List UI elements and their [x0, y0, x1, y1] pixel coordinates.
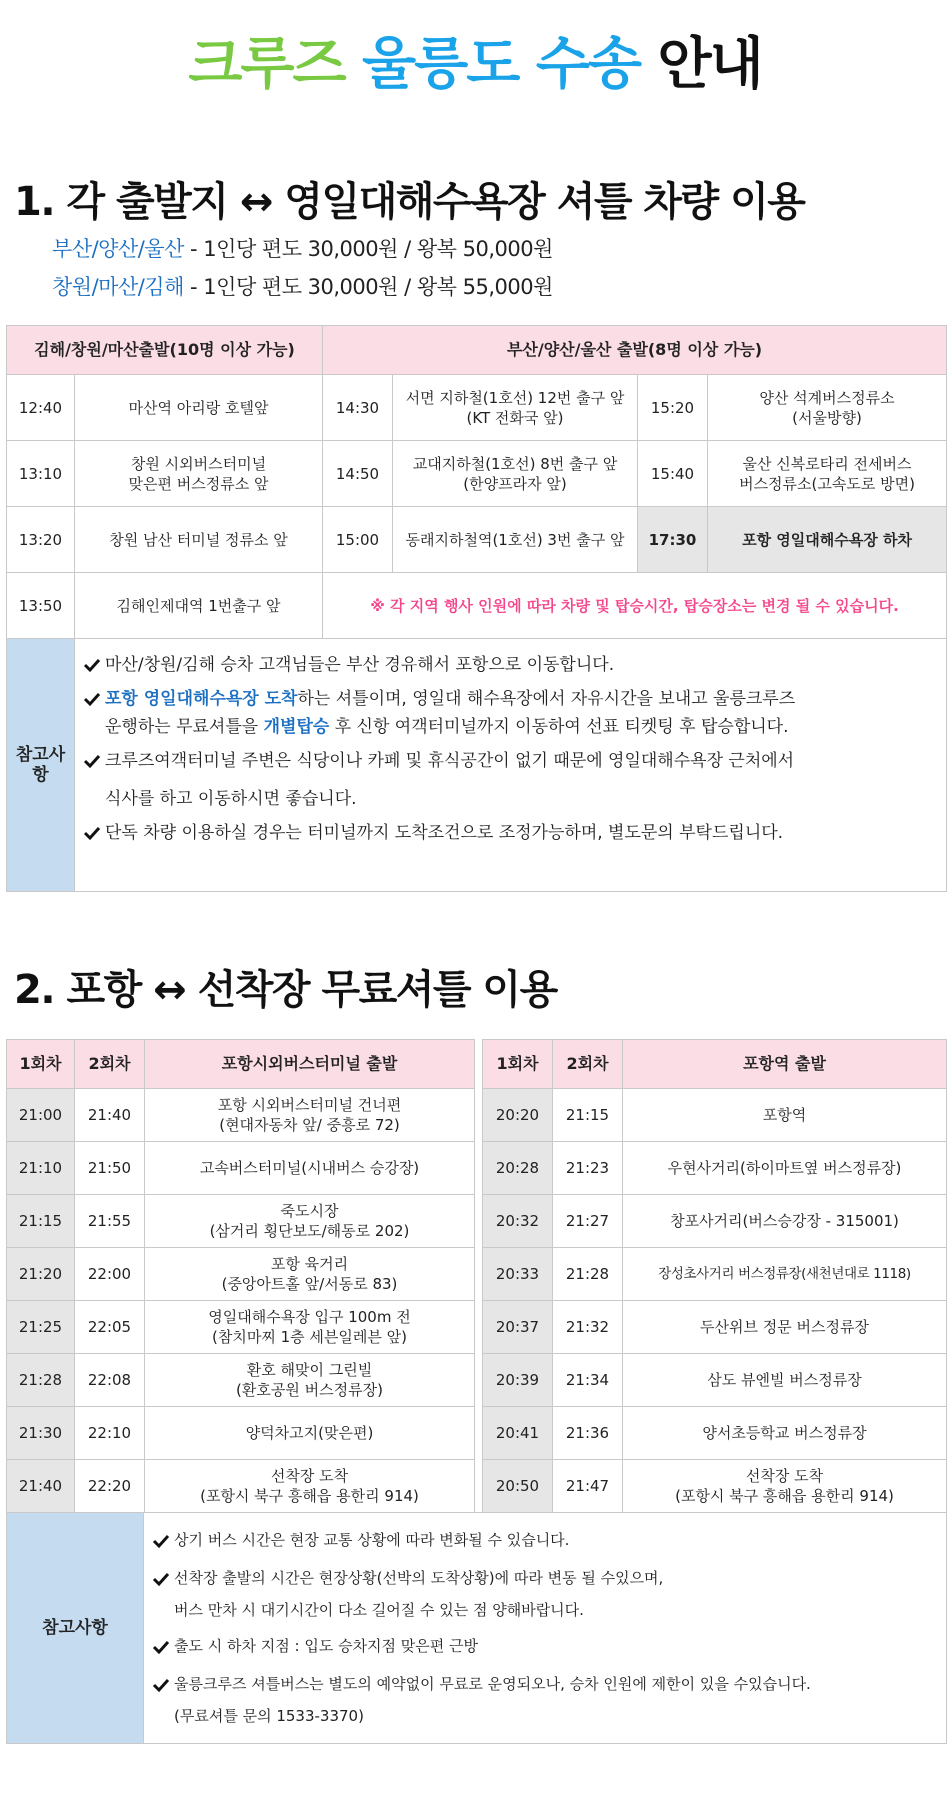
notes-row [7, 639, 947, 892]
place-cell: 동래지하철역(1호선) 3번 출구 앞 [393, 507, 638, 573]
stop-line: (환호공원 버스정류장) [236, 1381, 383, 1399]
note-highlight: 개별탑승 [263, 717, 330, 737]
stop-line: 환호 해맞이 그린빌 [246, 1361, 373, 1379]
check-icon [152, 1565, 174, 1587]
place-line: 맞은편 버스정류소 앞 [128, 474, 269, 493]
stop-cell [145, 1301, 475, 1354]
note-item [83, 819, 936, 847]
shuttle-schedule-table [6, 325, 947, 892]
place-line: 버스정류소(고속도로 방면) [739, 474, 915, 493]
stop-cell: 두산위브 정문 버스정류장 [623, 1301, 947, 1354]
round2-time: 21:34 [553, 1354, 623, 1407]
check-icon [83, 651, 105, 673]
time-cell: 14:50 [323, 441, 393, 507]
round1-time: 21:00 [7, 1089, 75, 1142]
round1-time: 20:32 [483, 1195, 553, 1248]
stop-line: (포항시 북구 흥해읍 용한리 914) [675, 1487, 894, 1505]
table-row [7, 441, 947, 507]
round1-time: 20:28 [483, 1142, 553, 1195]
note-item [152, 1633, 936, 1659]
section2-heading: 2. 포항 ↔ 선착장 무료셔틀 이용 [14, 967, 557, 1013]
note-text [174, 1671, 811, 1729]
section2-notes-table [6, 1512, 947, 1744]
place-cell [393, 375, 638, 441]
stop-line: (중앙아트홀 앞/서동로 83) [221, 1275, 398, 1293]
stop-cell: 창포사거리(버스승강장 - 315001) [623, 1195, 947, 1248]
place-line: 울산 신복로타리 전세버스 [742, 454, 912, 473]
stop-cell [145, 1089, 475, 1142]
note-text-part: 하는 셔틀이며, 영일대 해수욕장에서 자유시간을 보내고 울릉크루즈 [297, 689, 796, 709]
note-text [105, 747, 794, 813]
place-cell [393, 441, 638, 507]
round2-time: 22:08 [75, 1354, 145, 1407]
time-cell: 13:10 [7, 441, 75, 507]
table-row [7, 1407, 475, 1460]
round1-time: 20:33 [483, 1248, 553, 1301]
price-changwon [52, 272, 553, 302]
table-row [7, 1354, 475, 1407]
note-item [152, 1671, 936, 1729]
title-ulleung: 울릉도 수송 [362, 32, 641, 97]
check-icon [83, 819, 105, 841]
round1-time: 21:15 [7, 1195, 75, 1248]
round2-time: 22:10 [75, 1407, 145, 1460]
notes-content [144, 1513, 947, 1744]
round1-time: 21:25 [7, 1301, 75, 1354]
stop-line: (현대자동차 앞/ 중흥로 72) [219, 1116, 400, 1134]
round1-time: 21:40 [7, 1460, 75, 1513]
stop-cell: 삼도 뷰엔빌 버스정류장 [623, 1354, 947, 1407]
arrival-time-cell: 17:30 [638, 507, 708, 573]
table-row [483, 1407, 947, 1460]
table-row [7, 1301, 475, 1354]
round1-time: 20:20 [483, 1089, 553, 1142]
table-row [483, 1248, 947, 1301]
title-cruise: 크루즈 [188, 32, 345, 97]
stop-cell: 우현사거리(하이마트옆 버스정류장) [623, 1142, 947, 1195]
place-line: 교대지하철(1호선) 8번 출구 앞 [412, 454, 618, 473]
header-gimhae-changwon: 김해/창원/마산출발(10명 이상 가능) [7, 326, 323, 375]
check-icon [152, 1633, 174, 1655]
stop-cell [145, 1195, 475, 1248]
round2-time: 21:50 [75, 1142, 145, 1195]
stop-cell [623, 1460, 947, 1513]
round1-time: 21:20 [7, 1248, 75, 1301]
round2-time: 21:32 [553, 1301, 623, 1354]
place-cell: 창원 남산 터미널 정류소 앞 [75, 507, 323, 573]
check-icon [83, 747, 105, 769]
place-line: (KT 전화국 앞) [466, 408, 564, 427]
stop-line: (참치마찌 1층 세븐일레븐 앞) [212, 1328, 407, 1346]
header-terminal-departure: 포항시외버스터미널 출발 [145, 1040, 475, 1089]
note-item [83, 685, 936, 741]
table-row [7, 507, 947, 573]
note-text [174, 1565, 663, 1623]
section1-heading: 1. 각 출발지 ↔ 영일대해수욕장 셔틀 차량 이용 [14, 179, 805, 225]
round1-time: 20:39 [483, 1354, 553, 1407]
place-line: 창원 시외버스터미널 [130, 454, 267, 473]
round2-time: 21:55 [75, 1195, 145, 1248]
time-cell: 15:20 [638, 375, 708, 441]
round2-time: 22:00 [75, 1248, 145, 1301]
place-line: 양산 석계버스정류소 [759, 388, 895, 407]
stop-line: 포항 육거리 [270, 1255, 349, 1273]
header-round1: 1회차 [483, 1040, 553, 1089]
note-item [152, 1527, 936, 1553]
stop-cell: 양덕차고지(맞은편) [145, 1407, 475, 1460]
header-station-departure: 포항역 출발 [623, 1040, 947, 1089]
note-item [152, 1565, 936, 1623]
place-cell: 마산역 아리랑 호텔앞 [75, 375, 323, 441]
notes-content [75, 639, 947, 892]
stop-line: 선착장 도착 [745, 1467, 824, 1485]
place-cell [708, 375, 947, 441]
notes-label: 참고사항 [7, 639, 75, 892]
table-row [7, 1195, 475, 1248]
round2-time: 21:47 [553, 1460, 623, 1513]
note-text: 출도 시 하차 지점 : 입도 승차지점 맞은편 근방 [174, 1637, 479, 1655]
price-changwon-text: - 1인당 편도 30,000원 / 왕복 55,000원 [183, 275, 553, 299]
price-busan-region: 부산/양산/울산 [52, 237, 184, 261]
stop-line: (삼거리 횡단보도/해동로 202) [209, 1222, 410, 1240]
note-text-part: (무료셔틀 문의 1533-3370) [174, 1707, 364, 1725]
stop-line: 영일대해수욕장 입구 100m 전 [208, 1308, 411, 1326]
note-text [105, 685, 795, 741]
note-text: 상기 버스 시간은 현장 교통 상황에 따라 변화될 수 있습니다. [174, 1531, 570, 1549]
header-round1: 1회차 [7, 1040, 75, 1089]
table-row [7, 573, 947, 639]
round2-time: 21:36 [553, 1407, 623, 1460]
change-notice: ※ 각 지역 행사 인원에 따라 차량 및 탑승시간, 탑승장소는 변경 될 수 있습니다. [323, 573, 947, 639]
time-cell: 12:40 [7, 375, 75, 441]
note-text-part: 후 신항 여객터미널까지 이동하여 선표 티켓팅 후 탑승합니다. [329, 717, 789, 737]
time-cell: 13:20 [7, 507, 75, 573]
note-item [83, 651, 936, 679]
notes-label: 참고사항 [7, 1513, 144, 1744]
round1-time: 20:50 [483, 1460, 553, 1513]
place-cell [708, 441, 947, 507]
round2-time: 22:20 [75, 1460, 145, 1513]
table-row [7, 1089, 475, 1142]
round1-time: 20:37 [483, 1301, 553, 1354]
table-row [7, 1248, 475, 1301]
place-cell [75, 441, 323, 507]
round1-time: 21:28 [7, 1354, 75, 1407]
table-row [483, 1195, 947, 1248]
round1-time: 21:10 [7, 1142, 75, 1195]
place-cell: 김해인제대역 1번출구 앞 [75, 573, 323, 639]
note-item [83, 747, 936, 813]
stop-cell [145, 1354, 475, 1407]
table-row [7, 1460, 475, 1513]
arrival-place-cell: 포항 영일대해수욕장 하차 [708, 507, 947, 573]
price-busan [52, 234, 553, 264]
note-text-part: 운행하는 무료셔틀을 [105, 717, 264, 737]
stop-cell: 고속버스터미널(시내버스 승강장) [145, 1142, 475, 1195]
table-row [7, 375, 947, 441]
round2-time: 21:27 [553, 1195, 623, 1248]
price-busan-text: - 1인당 편도 30,000원 / 왕복 50,000원 [183, 237, 553, 261]
time-cell: 13:50 [7, 573, 75, 639]
place-line: 서면 지하철(1호선) 12번 출구 앞 [405, 388, 625, 407]
table-row [483, 1460, 947, 1513]
round2-time: 21:28 [553, 1248, 623, 1301]
station-departure-table [482, 1039, 947, 1513]
stop-cell [145, 1460, 475, 1513]
round2-time: 22:05 [75, 1301, 145, 1354]
note-text-part: 선착장 출발의 시간은 현장상황(선박의 도착상황)에 따라 변동 될 수있으며, [174, 1569, 664, 1587]
table-row [483, 1301, 947, 1354]
round1-time: 20:41 [483, 1407, 553, 1460]
terminal-departure-table [6, 1039, 475, 1513]
note-text-part: 버스 만차 시 대기시간이 다소 길어질 수 있는 점 양해바랍니다. [174, 1601, 584, 1619]
stop-cell: 장성초사거리 버스정류장(새천년대로 1118) [623, 1248, 947, 1301]
stop-cell [145, 1248, 475, 1301]
note-text-part: 크루즈여객터미널 주변은 식당이나 카페 및 휴식공간이 없기 때문에 영일대해수욕장 근처에서 [105, 751, 795, 771]
stop-line: 포항 시외버스터미널 건너편 [217, 1096, 402, 1114]
header-busan-yangsan: 부산/양산/울산 출발(8명 이상 가능) [323, 326, 947, 375]
round2-time: 21:15 [553, 1089, 623, 1142]
table-row [7, 1142, 475, 1195]
note-text: 단독 차량 이용하실 경우는 터미널까지 도착조건으로 조정가능하며, 별도문의 부탁드립니다. [105, 823, 784, 843]
title-guide: 안내 [657, 32, 762, 97]
round2-time: 21:23 [553, 1142, 623, 1195]
price-changwon-region: 창원/마산/김해 [52, 275, 184, 299]
header-round2: 2회차 [75, 1040, 145, 1089]
note-text: 마산/창원/김해 승차 고객님들은 부산 경유해서 포항으로 이동합니다. [105, 655, 615, 675]
round1-time: 21:30 [7, 1407, 75, 1460]
stop-line: 선착장 도착 [270, 1467, 349, 1485]
place-line: (한양프라자 앞) [463, 474, 567, 493]
check-icon [152, 1527, 174, 1549]
check-icon [83, 685, 105, 707]
time-cell: 15:00 [323, 507, 393, 573]
stop-line: 죽도시장 [280, 1202, 339, 1220]
note-highlight: 포항 영일대해수욕장 도착 [105, 689, 298, 709]
note-text-part: 울릉크루즈 셔틀버스는 별도의 예약없이 무료로 운영되오나, 승차 인원에 제한이 있을 수있습니다. [174, 1675, 811, 1693]
time-cell: 15:40 [638, 441, 708, 507]
place-line: (서울방향) [792, 408, 862, 427]
stop-cell: 양서초등학교 버스정류장 [623, 1407, 947, 1460]
table-row [483, 1089, 947, 1142]
stop-cell: 포항역 [623, 1089, 947, 1142]
time-cell: 14:30 [323, 375, 393, 441]
page-title [0, 30, 950, 100]
round2-time: 21:40 [75, 1089, 145, 1142]
check-icon [152, 1671, 174, 1693]
note-text-part: 식사를 하고 이동하시면 좋습니다. [105, 789, 357, 809]
header-round2: 2회차 [553, 1040, 623, 1089]
table-row [483, 1142, 947, 1195]
table-row [483, 1354, 947, 1407]
stop-line: (포항시 북구 흥해읍 용한리 914) [200, 1487, 419, 1505]
